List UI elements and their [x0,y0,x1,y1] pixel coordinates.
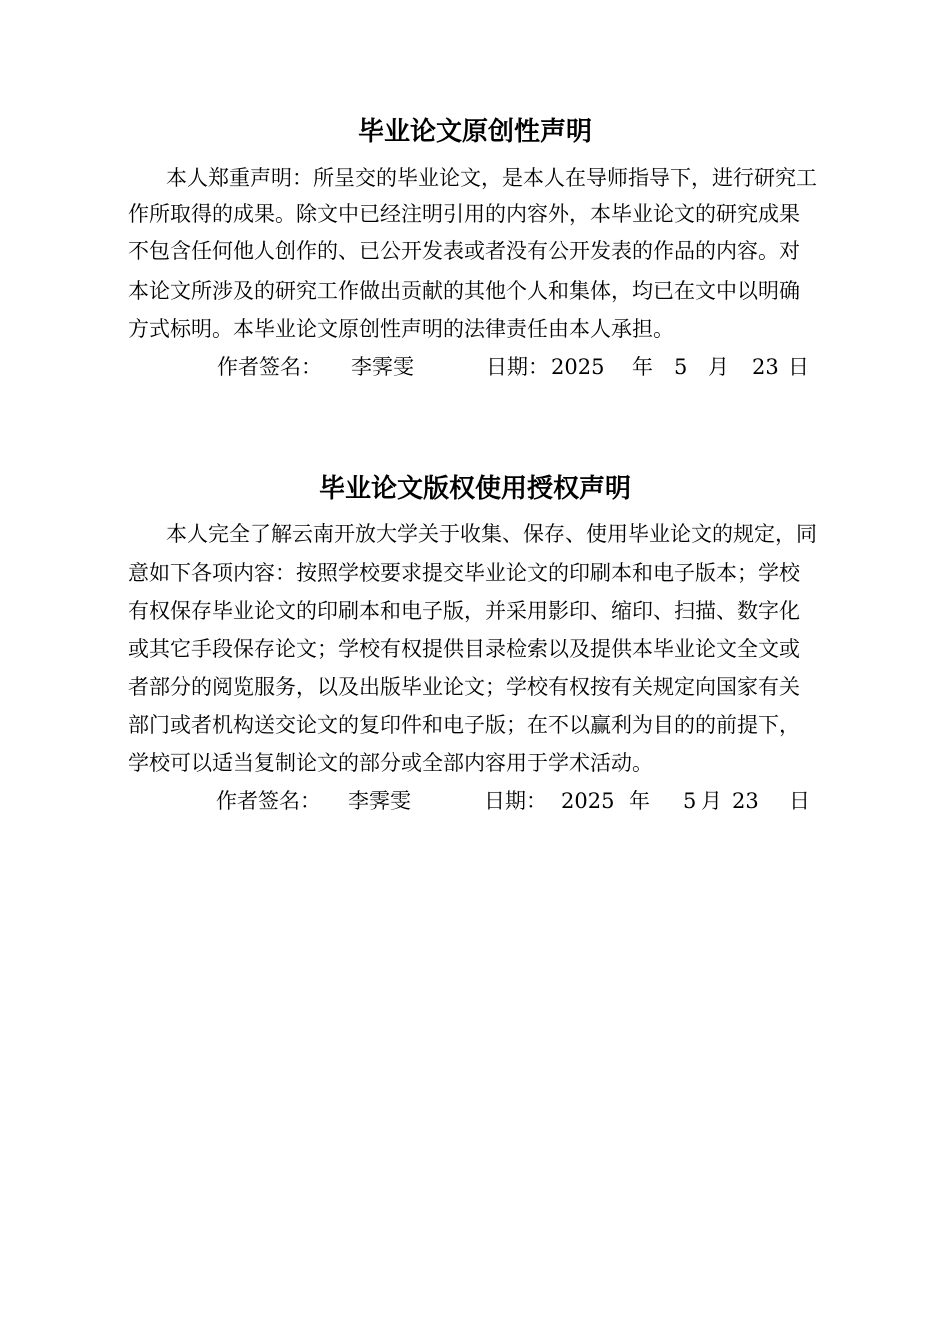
date-month-unit: 月 [701,789,722,813]
date-day-unit: 日 [789,789,810,813]
date-day: 23 [732,789,759,813]
date-day-unit: 日 [788,355,809,379]
originality-text-line: 作所取得的成果。除文中已经注明引用的内容外，本毕业论文的研究成果 [128,202,800,226]
copyright-text-line: 意如下各项内容：按照学校要求提交毕业论文的印刷本和电子版本；学校 [128,561,800,585]
copyright-text-line: 本人完全了解云南开放大学关于收集、保存、使用毕业论文的规定，同 [166,522,817,546]
originality-text-line: 本论文所涉及的研究工作做出贡献的其他个人和集体，均已在文中以明确 [128,279,800,303]
author-signature-label: 作者签名： [216,789,321,813]
author-signature-label: 作者签名： [217,355,322,379]
copyright-text-line: 者部分的阅览服务，以及出版毕业论文；学校有权按有关规定向国家有关 [128,675,800,699]
copyright-declaration-title: 毕业论文版权使用授权声明 [318,474,631,504]
date-month: 5 [674,355,688,379]
date-year: 2025 [561,789,615,813]
date-year-unit: 年 [632,355,653,379]
copyright-text-line: 或其它手段保存论文；学校有权提供目录检索以及提供本毕业论文全文或 [128,637,800,661]
date-month-unit: 月 [708,355,729,379]
date-label: 日期： [486,355,549,379]
copyright-text-line: 有权保存毕业论文的印刷本和电子版，并采用影印、缩印、扫描、数字化 [128,599,800,623]
originality-text-line: 不包含任何他人创作的、已公开发表或者没有公开发表的作品的内容。对 [128,239,800,263]
date-year: 2025 [551,355,605,379]
author-name: 李霁雯 [351,355,414,379]
originality-declaration-title: 毕业论文原创性声明 [357,117,592,147]
date-day: 23 [752,355,779,379]
author-name: 李霁雯 [348,789,411,813]
date-label: 日期： [484,789,547,813]
copyright-text-line: 部门或者机构送交论文的复印件和电子版；在不以赢利为目的的前提下， [128,713,800,737]
date-year-unit: 年 [629,789,650,813]
originality-text-line: 本人郑重声明：所呈交的毕业论文，是本人在导师指导下，进行研究工 [166,166,817,190]
originality-text-line: 方式标明。本毕业论文原创性声明的法律责任由本人承担。 [128,317,674,341]
copyright-text-line: 学校可以适当复制论文的部分或全部内容用于学术活动。 [128,751,653,775]
date-month: 5 [683,789,697,813]
